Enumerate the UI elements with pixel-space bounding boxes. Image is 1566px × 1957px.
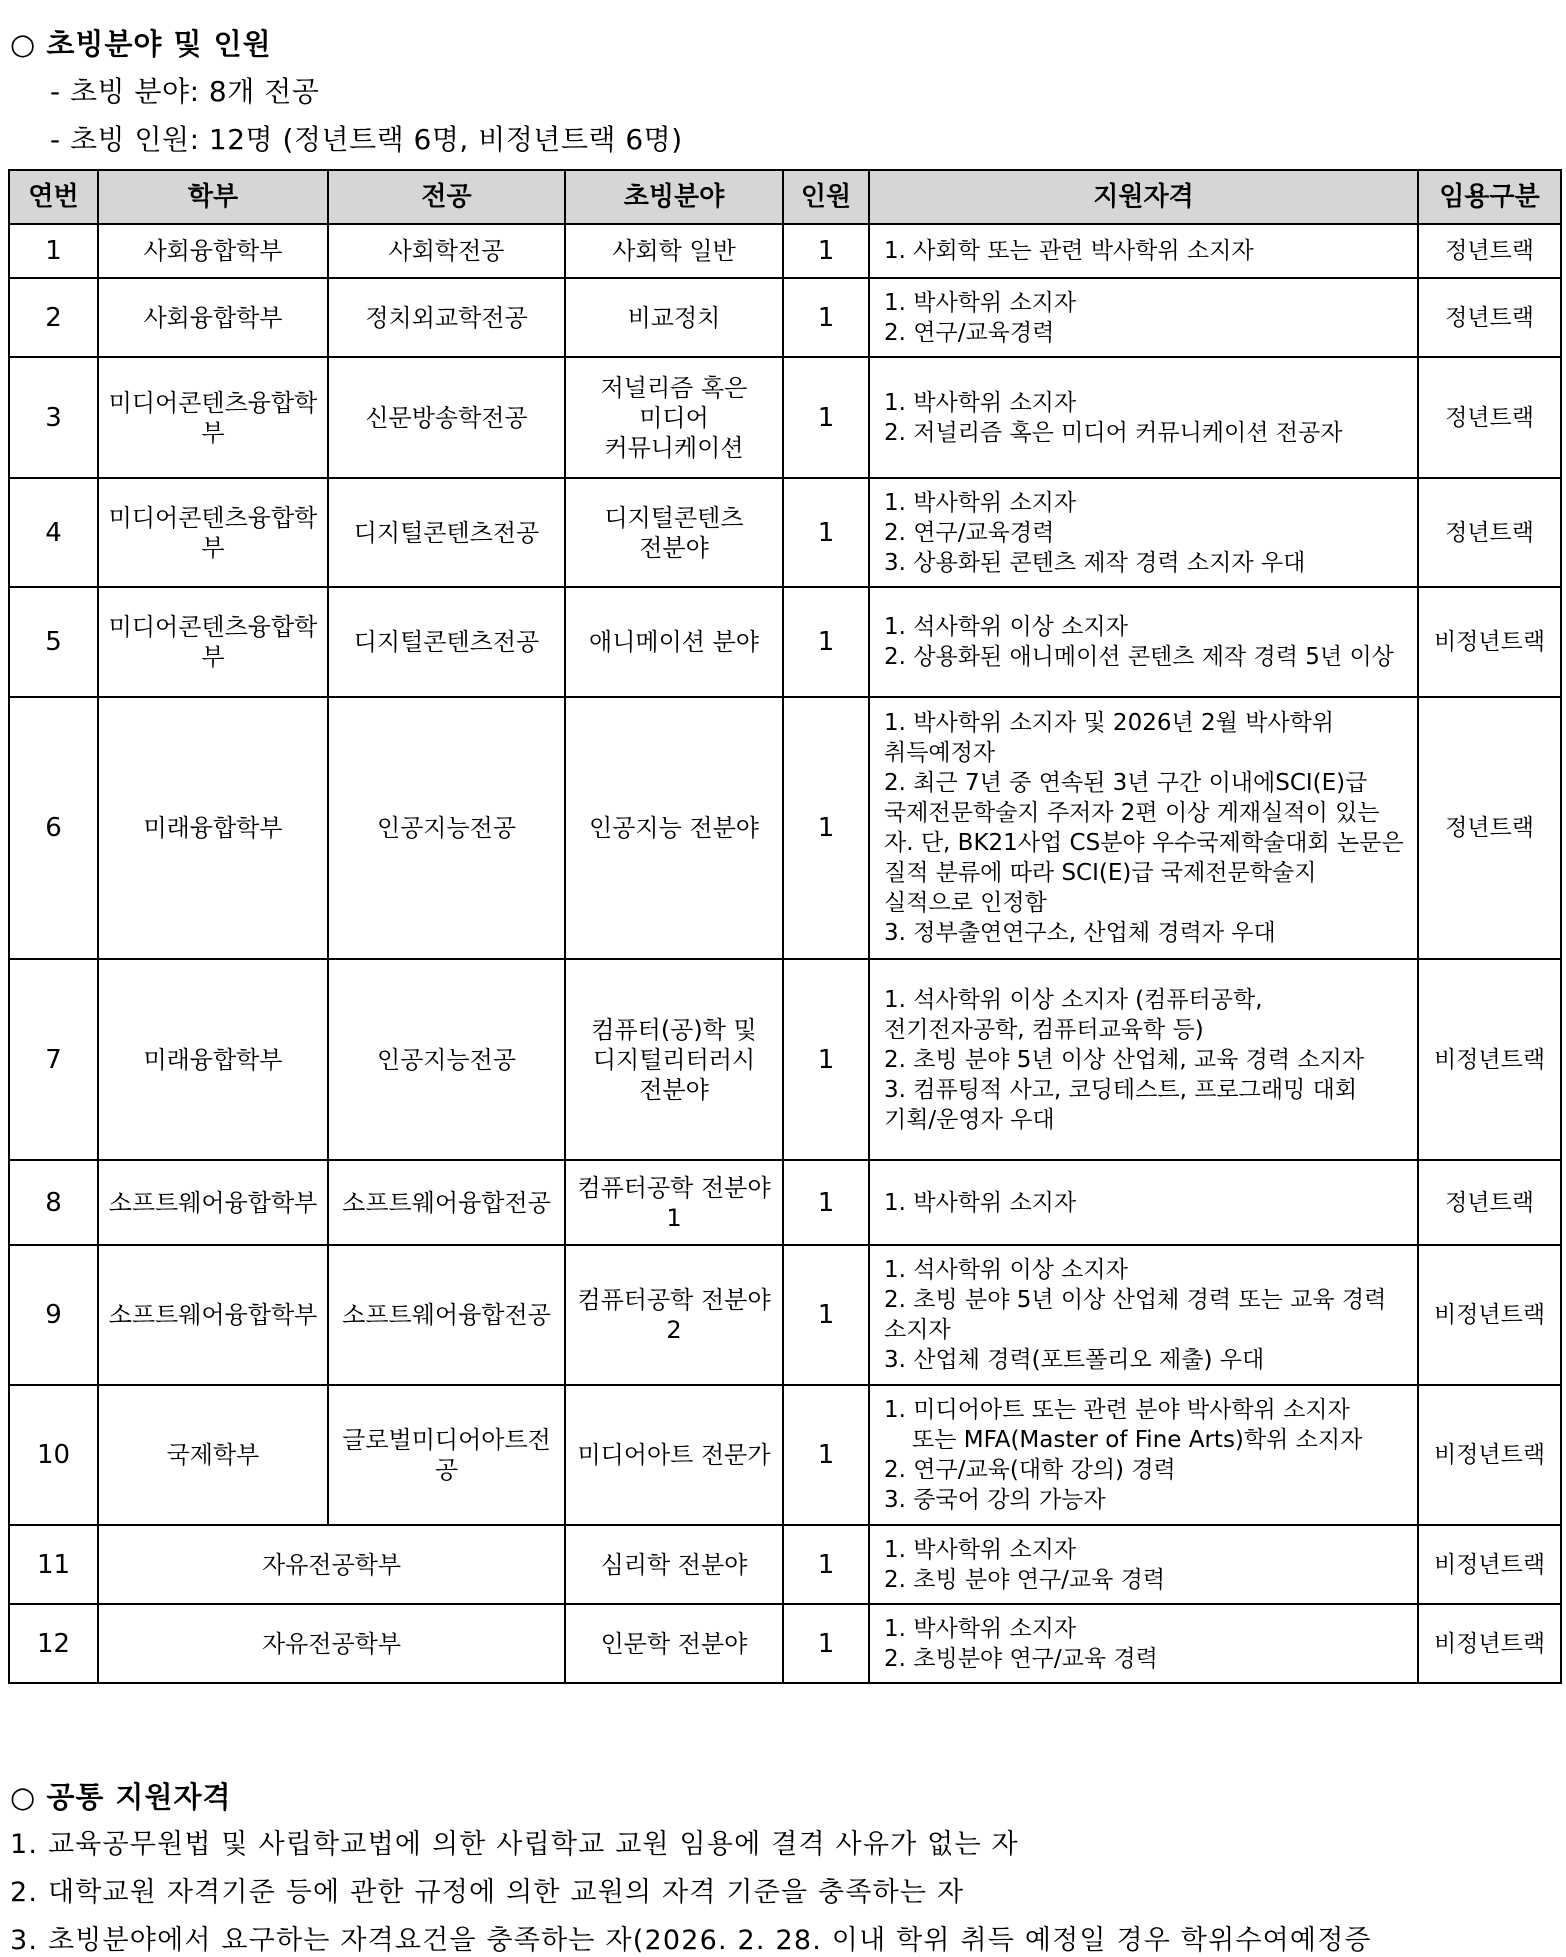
cell-no: 9 (9, 1245, 98, 1385)
cell-type: 정년트랙 (1418, 278, 1561, 357)
fields-line: - 초빙 분야: 8개 전공 (50, 75, 320, 108)
cell-qualifications (869, 1385, 1418, 1525)
table-row (9, 1245, 1561, 1385)
cell-type: 비정년트랙 (1418, 1525, 1561, 1604)
cell-count: 1 (783, 1245, 869, 1385)
table-row (9, 587, 1561, 697)
header-count: 인원 (783, 170, 869, 224)
header-major: 전공 (328, 170, 565, 224)
cell-type: 비정년트랙 (1418, 959, 1561, 1160)
cell-field: 인공지능 전분야 (565, 697, 783, 959)
cell-field: 심리학 전분야 (565, 1525, 783, 1604)
qualification-item: 2. 저널리즘 혹은 미디어 커뮤니케이션 전공자 (884, 419, 1343, 446)
cell-qualifications (869, 1245, 1418, 1385)
cell-field: 디지털콘텐츠 전분야 (565, 478, 783, 587)
qualification-item: 1. 박사학위 소지자 (884, 389, 1077, 416)
qualification-item: 2. 상용화된 애니메이션 콘텐츠 제작 경력 5년 이상 (884, 644, 1394, 670)
cell-major: 정치외교학전공 (328, 278, 565, 357)
cell-qualifications (869, 1160, 1418, 1245)
qualification-item: 1. 박사학위 소지자 (884, 489, 1077, 516)
table-row (9, 224, 1561, 278)
qualification-item: 1. 박사학위 소지자 및 2026년 2월 박사학위 취득예정자 (884, 710, 1335, 766)
bullet-circle: ○ (10, 1780, 37, 1814)
cell-type: 정년트랙 (1418, 224, 1561, 278)
header-dept: 학부 (98, 170, 328, 224)
headcount-line: - 초빙 인원: 12명 (정년트랙 6명, 비정년트랙 6명) (50, 123, 683, 156)
section-title-text: 초빙분야 및 인원 (46, 27, 272, 61)
cell-type: 정년트랙 (1418, 357, 1561, 478)
cell-dept: 미디어콘텐츠융합학부 (98, 587, 328, 697)
cell-count: 1 (783, 959, 869, 1160)
cell-type: 비정년트랙 (1418, 587, 1561, 697)
qualification-item: 1. 박사학위 소지자 (884, 1536, 1077, 1563)
cell-major: 디지털콘텐츠전공 (328, 587, 565, 697)
qualification-item: 2. 연구/교육경력 (884, 319, 1055, 346)
cell-count: 1 (783, 278, 869, 357)
cell-qualifications (869, 1604, 1418, 1683)
cell-qualifications (869, 478, 1418, 587)
cell-dept: 미래융합학부 (98, 959, 328, 1160)
cell-qualifications (869, 587, 1418, 697)
qualification-item: 2. 최근 7년 중 연속된 3년 구간 이내에SCI(E)급 국제전문학술지 주저자 2편 이상 게재실적이 있는 자. 단, BK21사업 CS분야 우수국제학술대회 논문은 질적 분류에 따라 SCI(E)급 국제전문학술지 실적으로 인정함 (884, 770, 1404, 916)
cell-major: 사회학전공 (328, 224, 565, 278)
cell-field: 컴퓨터공학 전분야 1 (565, 1160, 783, 1245)
table-row (9, 357, 1561, 478)
qualification-item: 2. 연구/교육경력 (884, 519, 1055, 546)
cell-dept: 사회융합학부 (98, 278, 328, 357)
qualification-item: 2. 초빙 분야 연구/교육 경력 (884, 1566, 1166, 1593)
cell-type: 정년트랙 (1418, 697, 1561, 959)
cell-no: 12 (9, 1604, 98, 1683)
cell-major: 소프트웨어융합전공 (328, 1160, 565, 1245)
cell-no: 1 (9, 224, 98, 278)
cell-field: 사회학 일반 (565, 224, 783, 278)
cell-dept: 자유전공학부 (98, 1604, 565, 1683)
cell-type: 비정년트랙 (1418, 1385, 1561, 1525)
cell-qualifications (869, 959, 1418, 1160)
cell-dept: 소프트웨어융합학부 (98, 1245, 328, 1385)
header-qualifications: 지원자격 (869, 170, 1418, 224)
qualification-item: 2. 초빙 분야 5년 이상 산업체, 교육 경력 소지자 (884, 1046, 1365, 1073)
cell-dept: 미디어콘텐츠융합학부 (98, 478, 328, 587)
cell-dept: 국제학부 (98, 1385, 328, 1525)
table-row (9, 1525, 1561, 1604)
cell-type: 정년트랙 (1418, 1160, 1561, 1245)
cell-field: 인문학 전분야 (565, 1604, 783, 1683)
cell-dept: 미디어콘텐츠융합학부 (98, 357, 328, 478)
cell-qualifications (869, 697, 1418, 959)
cell-no: 11 (9, 1525, 98, 1604)
table-row (9, 1160, 1561, 1245)
cell-qualifications (869, 278, 1418, 357)
qualification-item: 3. 산업체 경력(포트폴리오 제출) 우대 (884, 1347, 1265, 1373)
common-item: 1. 교육공무원법 및 사립학교법에 의한 사립학교 교원 임용에 결격 사유가 없는 자 (10, 1829, 1019, 1860)
section-title-recruitment (10, 22, 272, 63)
cell-no: 3 (9, 357, 98, 478)
cell-count: 1 (783, 1160, 869, 1245)
cell-count: 1 (783, 1385, 869, 1525)
qualification-item: 또는 MFA(Master of Fine Arts)학위 소지자 (912, 1427, 1363, 1453)
bullet-circle: ○ (10, 27, 37, 61)
table-row (9, 478, 1561, 587)
cell-major: 인공지능전공 (328, 697, 565, 959)
table-row (9, 959, 1561, 1160)
qualification-item: 1. 미디어아트 또는 관련 분야 박사학위 소지자 (884, 1397, 1350, 1423)
header-no: 연번 (9, 170, 98, 224)
cell-dept: 자유전공학부 (98, 1525, 565, 1604)
cell-type: 비정년트랙 (1418, 1604, 1561, 1683)
cell-no: 10 (9, 1385, 98, 1525)
cell-major: 디지털콘텐츠전공 (328, 478, 565, 587)
table-row (9, 278, 1561, 357)
cell-dept: 미래융합학부 (98, 697, 328, 959)
header-type: 임용구분 (1418, 170, 1561, 224)
cell-count: 1 (783, 1525, 869, 1604)
cell-dept: 사회융합학부 (98, 224, 328, 278)
qualification-item: 1. 석사학위 이상 소지자 (컴퓨터공학, 전기전자공학, 컴퓨터교육학 등) (884, 986, 1263, 1043)
table-header-row (9, 170, 1561, 224)
cell-count: 1 (783, 478, 869, 587)
qualification-item: 1. 박사학위 소지자 (884, 289, 1077, 316)
table-row (9, 1604, 1561, 1683)
cell-field: 미디어아트 전문가 (565, 1385, 783, 1525)
recruitment-table (8, 169, 1562, 1684)
cell-count: 1 (783, 357, 869, 478)
qualification-item: 2. 초빙 분야 5년 이상 산업체 경력 또는 교육 경력 소지자 (884, 1287, 1387, 1343)
section-title-text: 공통 지원자격 (46, 1780, 232, 1814)
cell-field: 컴퓨터(공)학 및 디지털리터러시 전분야 (565, 959, 783, 1160)
cell-count: 1 (783, 587, 869, 697)
qualification-item: 1. 석사학위 이상 소지자 (884, 1257, 1128, 1283)
cell-count: 1 (783, 1604, 869, 1683)
cell-no: 5 (9, 587, 98, 697)
cell-no: 6 (9, 697, 98, 959)
cell-count: 1 (783, 224, 869, 278)
cell-count: 1 (783, 697, 869, 959)
qualification-item: 1. 사회학 또는 관련 박사학위 소지자 (884, 238, 1254, 264)
cell-dept: 소프트웨어융합학부 (98, 1160, 328, 1245)
qualification-item: 1. 박사학위 소지자 (884, 1189, 1077, 1216)
qualification-item: 2. 연구/교육(대학 강의) 경력 (884, 1457, 1176, 1483)
cell-qualifications (869, 357, 1418, 478)
cell-field: 컴퓨터공학 전분야 2 (565, 1245, 783, 1385)
cell-type: 비정년트랙 (1418, 1245, 1561, 1385)
header-field: 초빙분야 (565, 170, 783, 224)
cell-field: 애니메이션 분야 (565, 587, 783, 697)
cell-type: 정년트랙 (1418, 478, 1561, 587)
cell-no: 8 (9, 1160, 98, 1245)
common-item: 3. 초빙분야에서 요구하는 자격요건을 충족하는 자(2026. 2. 28. 이내 학위 취득 예정일 경우 학위수여예정증 (10, 1925, 1372, 1956)
qualification-item: 1. 박사학위 소지자 (884, 1615, 1077, 1642)
cell-major: 인공지능전공 (328, 959, 565, 1160)
cell-major: 신문방송학전공 (328, 357, 565, 478)
cell-no: 2 (9, 278, 98, 357)
cell-no: 7 (9, 959, 98, 1160)
qualification-item: 3. 상용화된 콘텐츠 제작 경력 소지자 우대 (884, 549, 1306, 576)
cell-field: 비교정치 (565, 278, 783, 357)
qualification-item: 3. 중국어 강의 가능자 (884, 1487, 1106, 1513)
common-item: 2. 대학교원 자격기준 등에 관한 규정에 의한 교원의 자격 기준을 충족하는 자 (10, 1877, 965, 1908)
table-row (9, 697, 1561, 959)
cell-major: 글로벌미디어아트전공 (328, 1385, 565, 1525)
cell-no: 4 (9, 478, 98, 587)
qualification-item: 3. 정부출연연구소, 산업체 경력자 우대 (884, 920, 1276, 946)
qualification-item: 1. 석사학위 이상 소지자 (884, 614, 1128, 640)
cell-field: 저널리즘 혹은 미디어 커뮤니케이션 (565, 357, 783, 478)
cell-major: 소프트웨어융합전공 (328, 1245, 565, 1385)
cell-qualifications (869, 224, 1418, 278)
qualification-item: 3. 컴퓨팅적 사고, 코딩테스트, 프로그래밍 대회 기획/운영자 우대 (884, 1076, 1358, 1133)
cell-qualifications (869, 1525, 1418, 1604)
section-title-common (10, 1775, 232, 1816)
table-row (9, 1385, 1561, 1525)
qualification-item: 2. 초빙분야 연구/교육 경력 (884, 1645, 1158, 1672)
